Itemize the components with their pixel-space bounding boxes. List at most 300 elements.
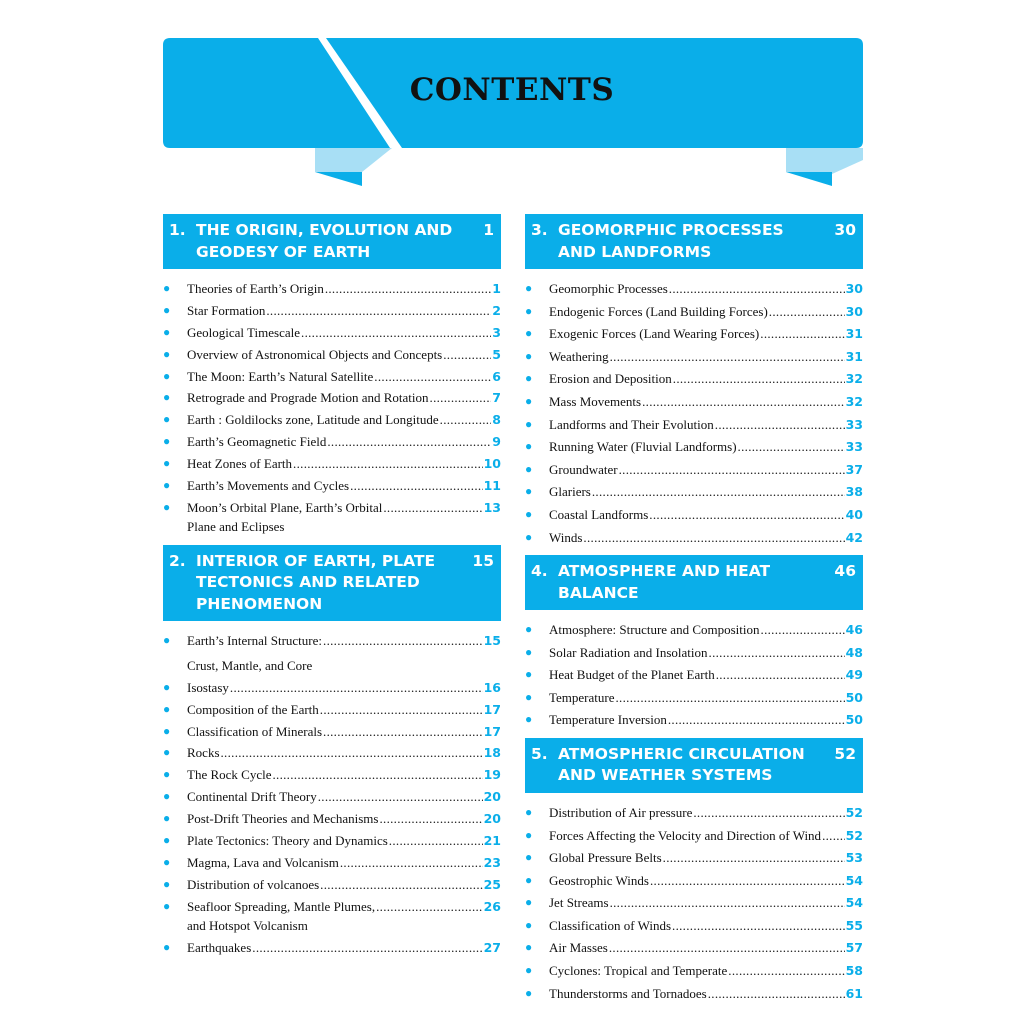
- bullet-icon: ●: [163, 898, 171, 913]
- toc-entry-page: 8: [492, 412, 501, 428]
- toc-entry[interactable]: [163, 345, 501, 365]
- dot-leader: [822, 826, 845, 846]
- dot-leader: [252, 938, 482, 958]
- toc-entry-row: [187, 279, 501, 299]
- toc-entry-page: 13: [483, 499, 501, 515]
- toc-entry[interactable]: [163, 388, 501, 408]
- toc-entry-row: [549, 505, 863, 525]
- toc-entry-page: 37: [845, 461, 863, 477]
- dot-leader: [769, 302, 845, 322]
- toc-entry-page: 32: [845, 371, 863, 387]
- bullet-icon: ●: [525, 917, 533, 932]
- toc-entry-page: 30: [845, 303, 863, 319]
- toc-entry[interactable]: [163, 897, 501, 936]
- bullet-icon: ●: [163, 302, 171, 317]
- toc-entry-row: [549, 848, 863, 868]
- toc-entry-title: Heat Zones of Earth: [187, 456, 293, 472]
- toc-entry-page: 9: [492, 434, 501, 450]
- toc-entry[interactable]: [163, 700, 501, 720]
- toc-entry-row: [187, 410, 501, 430]
- toc-entry[interactable]: [163, 809, 501, 829]
- toc-entry[interactable]: [163, 432, 501, 452]
- section-page-number: 15: [472, 551, 494, 570]
- bullet-icon: ●: [525, 484, 533, 499]
- contents-banner: [0, 0, 1024, 200]
- toc-entry-row: [187, 897, 501, 917]
- dot-leader: [323, 722, 483, 742]
- bullet-icon: ●: [525, 416, 533, 431]
- toc-entry-title: Jet Streams: [549, 895, 609, 911]
- toc-entry[interactable]: [525, 665, 863, 685]
- toc-entry-page: 25: [483, 876, 501, 892]
- toc-entry-page: 16: [483, 679, 501, 695]
- toc-entry[interactable]: [525, 460, 863, 480]
- toc-entry-page: 6: [492, 368, 501, 384]
- dot-leader: [650, 871, 845, 891]
- toc-entry-title: Groundwater: [549, 461, 618, 477]
- bullet-icon: ●: [525, 940, 533, 955]
- toc-entry-page: 50: [845, 689, 863, 705]
- section-title: ATMOSPHERIC CIRCULATION AND WEATHER SYSTEMS: [558, 744, 805, 785]
- bullet-icon: ●: [163, 346, 171, 361]
- toc-entry-page: 26: [483, 898, 501, 914]
- toc-entry-row: [549, 643, 863, 663]
- section-header: [525, 738, 863, 793]
- bullet-icon: ●: [163, 478, 171, 493]
- toc-entry-page: 33: [845, 416, 863, 432]
- section-header: [525, 214, 863, 269]
- toc-entry-page: 27: [483, 940, 501, 956]
- toc-entry-row: [549, 688, 863, 708]
- toc-entry-title: Weathering: [549, 348, 609, 364]
- toc-entry-page: 54: [845, 872, 863, 888]
- toc-entry-page: 17: [483, 723, 501, 739]
- toc-entry-title: Rocks: [187, 745, 220, 761]
- bullet-icon: ●: [525, 872, 533, 887]
- section-title: GEOMORPHIC PROCESSES AND LANDFORMS: [558, 221, 784, 261]
- dot-leader: [340, 853, 483, 873]
- dot-leader: [374, 367, 491, 387]
- toc-entry-continuation: and Hotspot Volcanism: [187, 918, 308, 934]
- toc-entry-page: 11: [483, 478, 501, 494]
- toc-entry-title: Thunderstorms and Tornadoes: [549, 985, 707, 1001]
- section-header: [163, 214, 501, 269]
- toc-entry[interactable]: [525, 826, 863, 846]
- bullet-icon: ●: [525, 393, 533, 408]
- toc-entry[interactable]: [525, 688, 863, 708]
- dot-leader: [609, 938, 845, 958]
- dot-leader: [376, 897, 482, 917]
- dot-leader: [383, 498, 482, 518]
- toc-entry-row: [549, 961, 863, 981]
- toc-entry[interactable]: [525, 916, 863, 936]
- toc-section: [163, 545, 501, 958]
- section-page-number: 1: [483, 221, 494, 239]
- toc-entry-title: Air Masses: [549, 940, 608, 956]
- bullet-icon: ●: [163, 456, 171, 471]
- toc-entry-row: [549, 710, 863, 730]
- toc-entry-page: 1: [492, 281, 501, 296]
- toc-entry[interactable]: [163, 831, 501, 851]
- toc-entry-title: Cyclones: Tropical and Temperate: [549, 963, 728, 979]
- toc-entry[interactable]: [163, 476, 501, 496]
- toc-entry-row: [549, 324, 863, 344]
- toc-entry[interactable]: [525, 984, 863, 1004]
- toc-entry-row: [549, 528, 863, 548]
- toc-entry[interactable]: [525, 347, 863, 367]
- toc-entry[interactable]: [163, 410, 501, 430]
- toc-entry[interactable]: [163, 498, 501, 537]
- toc-entry-row: [187, 700, 501, 720]
- toc-entry[interactable]: [525, 961, 863, 981]
- bullet-icon: ●: [163, 833, 171, 848]
- toc-entry-page: 38: [845, 484, 863, 500]
- toc-entry-row: [187, 831, 501, 851]
- toc-entry-page: 52: [845, 827, 863, 843]
- toc-entry-row: [549, 347, 863, 367]
- dot-leader: [230, 678, 483, 698]
- toc-entry-row: [187, 678, 501, 698]
- bullet-icon: ●: [525, 689, 533, 704]
- toc-entry-row: [187, 432, 501, 452]
- toc-entry-page: 23: [483, 854, 501, 870]
- toc-entry-row: [549, 938, 863, 958]
- section-title: INTERIOR OF EARTH, PLATE TECTONICS AND RELATED PHENOMENON: [196, 551, 436, 613]
- toc-entry-row: [187, 367, 501, 387]
- dot-leader: [301, 323, 491, 343]
- bullet-icon: ●: [525, 827, 533, 842]
- dot-leader: [350, 476, 482, 496]
- toc-entry[interactable]: [163, 631, 501, 675]
- toc-entry-page: 48: [845, 644, 863, 660]
- dot-leader: [761, 620, 845, 640]
- toc-entry-title: Plate Tectonics: Theory and Dynamics: [187, 833, 388, 849]
- toc-entry[interactable]: [525, 803, 863, 823]
- dot-leader: [709, 643, 845, 663]
- dot-leader: [293, 454, 483, 474]
- toc-entry-title: Earth’s Internal Structure:: [187, 633, 323, 649]
- toc-entry-title: Temperature Inversion: [549, 712, 667, 728]
- toc-entry-row: [549, 665, 863, 685]
- toc-entry-page: 3: [492, 324, 501, 340]
- bullet-icon: ●: [525, 348, 533, 363]
- toc-entry-row: [549, 415, 863, 435]
- toc-entry[interactable]: [525, 482, 863, 502]
- toc-entry-row: [187, 743, 501, 763]
- toc-entry-title: Earth : Goldilocks zone, Latitude and Longitude: [187, 412, 439, 428]
- toc-entry-title: Global Pressure Belts: [549, 850, 662, 866]
- bullet-icon: ●: [525, 985, 533, 1000]
- toc-entry-row: [187, 765, 501, 785]
- toc-entry-title: Star Formation: [187, 302, 266, 318]
- toc-entry-title: Heat Budget of the Planet Earth: [549, 667, 715, 683]
- bullet-icon: ●: [163, 368, 171, 383]
- toc-entry[interactable]: [163, 722, 501, 742]
- bullet-icon: ●: [163, 281, 171, 295]
- bullet-icon: ●: [163, 723, 171, 738]
- toc-entry[interactable]: [525, 415, 863, 435]
- toc-entry-title: Continental Drift Theory: [187, 789, 317, 805]
- section-number: 5.: [531, 744, 548, 763]
- section-page-number: 52: [834, 744, 856, 763]
- toc-entry-page: 54: [845, 895, 863, 911]
- dot-leader: [272, 765, 482, 785]
- toc-entry-title: Theories of Earth’s Origin: [187, 281, 324, 296]
- toc-entry-row: [187, 809, 501, 829]
- toc-entry-row: [549, 620, 863, 640]
- toc-entry-page: 15: [483, 633, 501, 649]
- toc-entry-page: 57: [845, 940, 863, 956]
- dot-leader: [379, 809, 482, 829]
- bullet-icon: ●: [163, 789, 171, 804]
- dot-leader: [389, 831, 483, 851]
- bullet-icon: ●: [525, 281, 533, 295]
- toc-entry-page: 49: [845, 667, 863, 683]
- toc-entry-row: [549, 369, 863, 389]
- toc-entry[interactable]: [525, 938, 863, 958]
- toc-entry[interactable]: [525, 324, 863, 344]
- toc-entry[interactable]: [163, 787, 501, 807]
- bullet-icon: ●: [525, 963, 533, 978]
- toc-entry[interactable]: [525, 871, 863, 891]
- bullet-icon: ●: [525, 667, 533, 682]
- toc-entry[interactable]: [525, 848, 863, 868]
- bullet-icon: ●: [525, 439, 533, 454]
- section-header: [163, 545, 501, 622]
- toc-entry[interactable]: [163, 743, 501, 763]
- dot-leader: [320, 700, 483, 720]
- toc-entry-row: [187, 476, 501, 496]
- right-column: [525, 214, 863, 1011]
- dot-leader: [669, 279, 845, 299]
- bullet-icon: ●: [525, 461, 533, 476]
- dot-leader: [738, 437, 845, 457]
- toc-entry[interactable]: [525, 437, 863, 457]
- toc-entry-title: Temperature: [549, 689, 615, 705]
- bullet-icon: ●: [163, 412, 171, 427]
- toc-entry[interactable]: [163, 678, 501, 698]
- toc-entry-title: Geomorphic Processes: [549, 281, 668, 296]
- dot-leader: [668, 710, 845, 730]
- dot-leader: [616, 688, 845, 708]
- bullet-icon: ●: [163, 701, 171, 716]
- toc-section: [525, 555, 863, 730]
- toc-entry-title: The Rock Cycle: [187, 767, 272, 783]
- section-header: [525, 555, 863, 610]
- bullet-icon: ●: [163, 876, 171, 891]
- toc-entry-continuation: Plane and Eclipses: [187, 519, 285, 535]
- toc-entry-title: Classification of Minerals: [187, 723, 323, 739]
- toc-entry-title: Exogenic Forces (Land Wearing Forces): [549, 326, 760, 342]
- toc-entry-page: 5: [492, 346, 501, 362]
- toc-entry-title: Landforms and Their Evolution: [549, 416, 714, 432]
- section-number: 2.: [169, 551, 186, 570]
- toc-entry-row: [549, 460, 863, 480]
- toc-entry-title: The Moon: Earth’s Natural Satellite: [187, 368, 374, 384]
- bullet-icon: ●: [163, 499, 171, 514]
- toc-entry[interactable]: [525, 620, 863, 640]
- toc-entry-title: Running Water (Fluvial Landforms): [549, 439, 737, 455]
- toc-entry-row: [549, 871, 863, 891]
- toc-entry-title: Classification of Winds: [549, 917, 672, 933]
- toc-entry-page: 20: [483, 811, 501, 827]
- page-title: CONTENTS: [409, 72, 615, 108]
- toc-entry-title: Composition of the Earth: [187, 701, 319, 717]
- dot-leader: [592, 482, 845, 502]
- toc-entry-row: [549, 279, 863, 299]
- bullet-icon: ●: [525, 506, 533, 521]
- toc-section: [525, 738, 863, 1003]
- toc-entry-title: Moon’s Orbital Plane, Earth’s Orbital: [187, 499, 383, 515]
- toc-entry-page: 19: [483, 767, 501, 783]
- bullet-icon: ●: [163, 679, 171, 694]
- dot-leader: [610, 893, 845, 913]
- bullet-icon: ●: [525, 850, 533, 865]
- dot-leader: [430, 388, 492, 408]
- toc-entry-row: [549, 302, 863, 322]
- dot-leader: [320, 875, 482, 895]
- toc-entry-title: Mass Movements: [549, 393, 642, 409]
- toc-entry-title: Retrograde and Prograde Motion and Rotation: [187, 390, 429, 406]
- bullet-icon: ●: [525, 529, 533, 544]
- toc-entry[interactable]: [525, 302, 863, 322]
- toc-entry-page: 20: [483, 789, 501, 805]
- section-title: THE ORIGIN, EVOLUTION AND GEODESY OF EARTH: [196, 221, 453, 261]
- toc-entry[interactable]: [525, 893, 863, 913]
- section-title: ATMOSPHERE AND HEAT BALANCE: [558, 562, 771, 602]
- toc-entry-title: Winds: [549, 529, 583, 545]
- toc-entry-title: Distribution of volcanoes: [187, 876, 320, 892]
- toc-entry[interactable]: [525, 710, 863, 730]
- toc-entry[interactable]: [163, 454, 501, 474]
- dot-leader: [610, 347, 845, 367]
- bullet-icon: ●: [163, 854, 171, 869]
- dot-leader: [728, 961, 844, 981]
- toc-entry[interactable]: [525, 369, 863, 389]
- bullet-icon: ●: [163, 940, 171, 955]
- toc-entry-row: [549, 893, 863, 913]
- toc-entry-title: Distribution of Air pressure: [549, 804, 693, 820]
- toc-entry[interactable]: [163, 367, 501, 387]
- toc-entry-continuation: Crust, Mantle, and Core: [187, 657, 313, 673]
- toc-entry-page: 30: [845, 281, 863, 296]
- dot-leader: [760, 324, 844, 344]
- dot-leader: [649, 505, 844, 525]
- toc-entry-row: [187, 875, 501, 895]
- toc-entry-row: [187, 323, 501, 343]
- dot-leader: [673, 369, 845, 389]
- dot-leader: [619, 460, 845, 480]
- toc-entry-page: 46: [845, 622, 863, 638]
- toc-entry-title: Geostrophic Winds: [549, 872, 649, 888]
- toc-entry[interactable]: [163, 323, 501, 343]
- toc-entry[interactable]: [525, 505, 863, 525]
- toc-entry-row: [187, 631, 501, 651]
- toc-entry-title: Seafloor Spreading, Mantle Plumes,: [187, 898, 376, 914]
- dot-leader: [708, 984, 845, 1004]
- toc-entry-page: 58: [845, 963, 863, 979]
- toc-entry[interactable]: [525, 643, 863, 663]
- bullet-icon: ●: [163, 324, 171, 339]
- toc-entry-page: 33: [845, 439, 863, 455]
- toc-entry-page: 53: [845, 850, 863, 866]
- dot-leader: [325, 279, 491, 299]
- toc-entry-page: 31: [845, 326, 863, 342]
- toc-entry[interactable]: [163, 875, 501, 895]
- toc-entry-page: 7: [492, 390, 501, 406]
- dot-leader: [693, 803, 844, 823]
- bullet-icon: ●: [163, 767, 171, 782]
- bullet-icon: ●: [525, 712, 533, 727]
- toc-entry-title: Erosion and Deposition: [549, 371, 672, 387]
- toc-entry-title: Coastal Landforms: [549, 506, 649, 522]
- toc-entry-page: 18: [483, 745, 501, 761]
- dot-leader: [266, 301, 491, 321]
- toc-entry-page: 40: [845, 506, 863, 522]
- toc-entry-title: Post-Drift Theories and Mechanisms: [187, 811, 379, 827]
- toc-entry-title: Earthquakes: [187, 940, 252, 956]
- toc-entry-row: [549, 437, 863, 457]
- bullet-icon: ●: [525, 895, 533, 910]
- toc-entry-row: [187, 388, 501, 408]
- toc-entry-page: 55: [845, 917, 863, 933]
- toc-entry-page: 42: [845, 529, 863, 545]
- dot-leader: [221, 743, 483, 763]
- toc-entry-row: [549, 392, 863, 412]
- dot-leader: [663, 848, 845, 868]
- bullet-icon: ●: [525, 622, 533, 637]
- dot-leader: [327, 432, 491, 452]
- toc-entry[interactable]: [163, 938, 501, 958]
- toc-entry-page: 32: [845, 393, 863, 409]
- toc-entry[interactable]: [525, 528, 863, 548]
- toc-entry-row: [187, 454, 501, 474]
- toc-entry[interactable]: [525, 279, 863, 299]
- toc-entry-page: 2: [492, 302, 501, 318]
- dot-leader: [716, 665, 845, 685]
- toc-entry-title: Endogenic Forces (Land Building Forces): [549, 303, 768, 319]
- toc-entry-title: Earth’s Movements and Cycles: [187, 478, 350, 494]
- bullet-icon: ●: [163, 434, 171, 449]
- section-number: 1.: [169, 221, 186, 239]
- toc-entry[interactable]: [163, 279, 501, 299]
- bullet-icon: ●: [163, 811, 171, 826]
- toc-entry-row: [549, 482, 863, 502]
- toc-entry-page: 50: [845, 712, 863, 728]
- dot-leader: [440, 410, 492, 430]
- dot-leader: [323, 631, 483, 651]
- bullet-icon: ●: [163, 633, 171, 648]
- toc-entry-title: Atmosphere: Structure and Composition: [549, 622, 760, 638]
- toc-entry-page: 61: [845, 985, 863, 1001]
- bullet-icon: ●: [525, 303, 533, 318]
- toc-entry-row: [549, 803, 863, 823]
- toc-entry[interactable]: [525, 392, 863, 412]
- bullet-icon: ●: [525, 326, 533, 341]
- left-column: [163, 214, 501, 966]
- toc-entry[interactable]: [163, 853, 501, 873]
- toc-entry-title: Glariers: [549, 484, 591, 500]
- toc-entry[interactable]: [163, 301, 501, 321]
- bullet-icon: ●: [525, 804, 533, 819]
- toc-entry-row: [187, 787, 501, 807]
- toc-entry-title: Solar Radiation and Insolation: [549, 644, 708, 660]
- toc-entry-page: 21: [483, 833, 501, 849]
- toc-entry-page: 52: [845, 804, 863, 820]
- toc-entry-title: Forces Affecting the Velocity and Direction of Wind: [549, 827, 822, 843]
- toc-entry[interactable]: [163, 765, 501, 785]
- toc-entry-page: 10: [483, 456, 501, 472]
